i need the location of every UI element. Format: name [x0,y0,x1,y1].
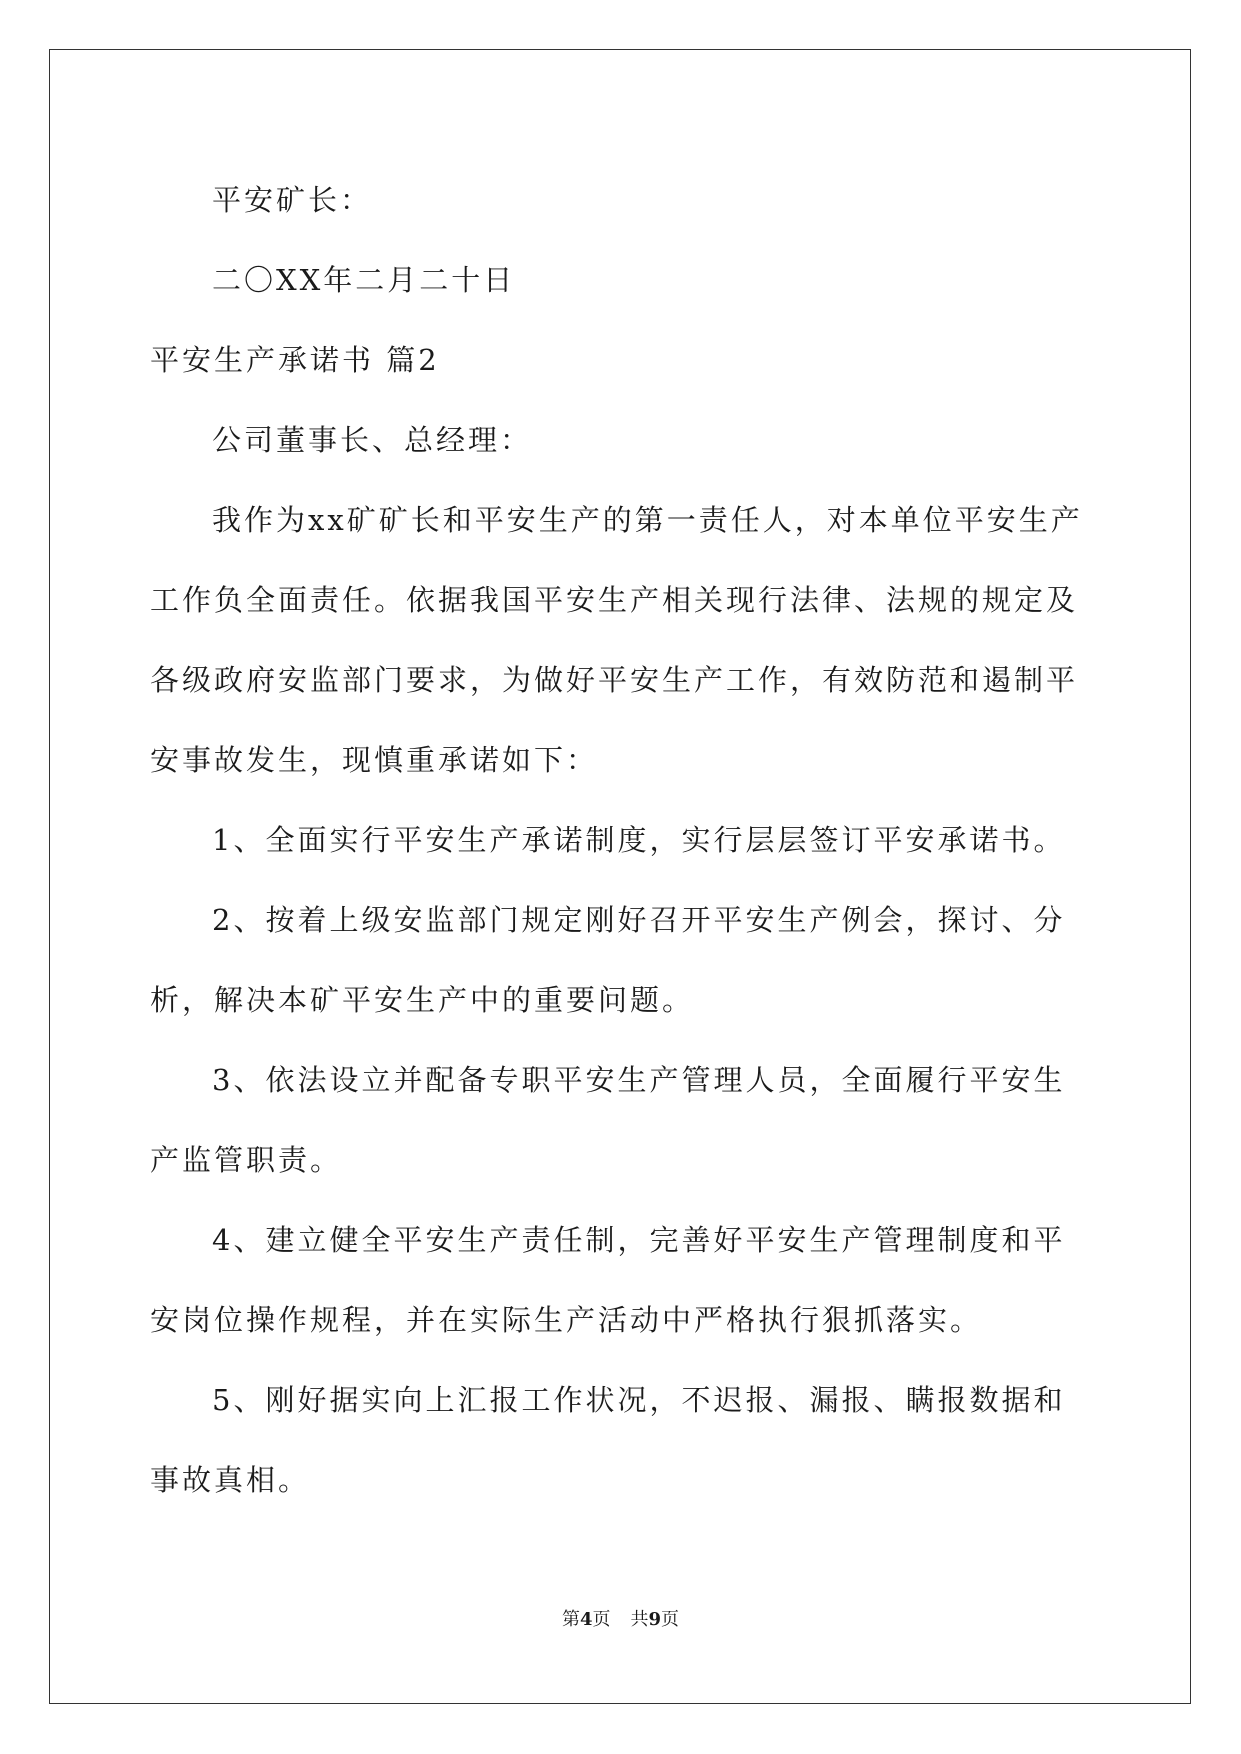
date-line: 二〇XX年二月二十日 [212,263,516,297]
total-suffix: 页 [661,1609,680,1630]
intro-paragraph: 我作为xx矿矿长和平安生产的第一责任人，对本单位平安生产工作负全面责任。依据我国平安生产相关现行法律、法规的规定及各级政府安监部门要求，为做好平安生产工作，有效防范和遏制平安事故发生，现慎重承诺如下： [150,503,1083,777]
section-heading: 平安生产承诺书 篇2 [150,343,440,377]
page-number: 4 [579,1609,593,1630]
commitment-item-1: 1、全面实行平安生产承诺制度，实行层层签订平安承诺书。 [212,823,1066,857]
page-suffix: 页 [592,1609,611,1630]
commitment-item-4: 4、建立健全平安生产责任制，完善好平安生产管理制度和平安岗位操作规程，并在实际生产活动中严格执行狠抓落实。 [150,1223,1066,1337]
commitment-item-2: 2、按着上级安监部门规定刚好召开平安生产例会，探讨、分析，解决本矿平安生产中的重要问题。 [150,903,1066,1017]
commitment-item-3: 3、依法设立并配备专职平安生产管理人员，全面履行平安生产监管职责。 [150,1063,1066,1177]
salutation-chairman: 公司董事长、总经理： [212,423,533,457]
total-prefix: 共 [630,1609,649,1630]
page-footer [0,1605,1241,1631]
page-prefix: 第 [561,1609,580,1630]
total-pages: 9 [648,1609,662,1630]
document-body [150,160,1090,1520]
salutation-mine-director: 平安矿长： [212,183,373,217]
commitment-item-5: 5、刚好据实向上汇报工作状况，不迟报、漏报、瞒报数据和事故真相。 [150,1383,1066,1497]
